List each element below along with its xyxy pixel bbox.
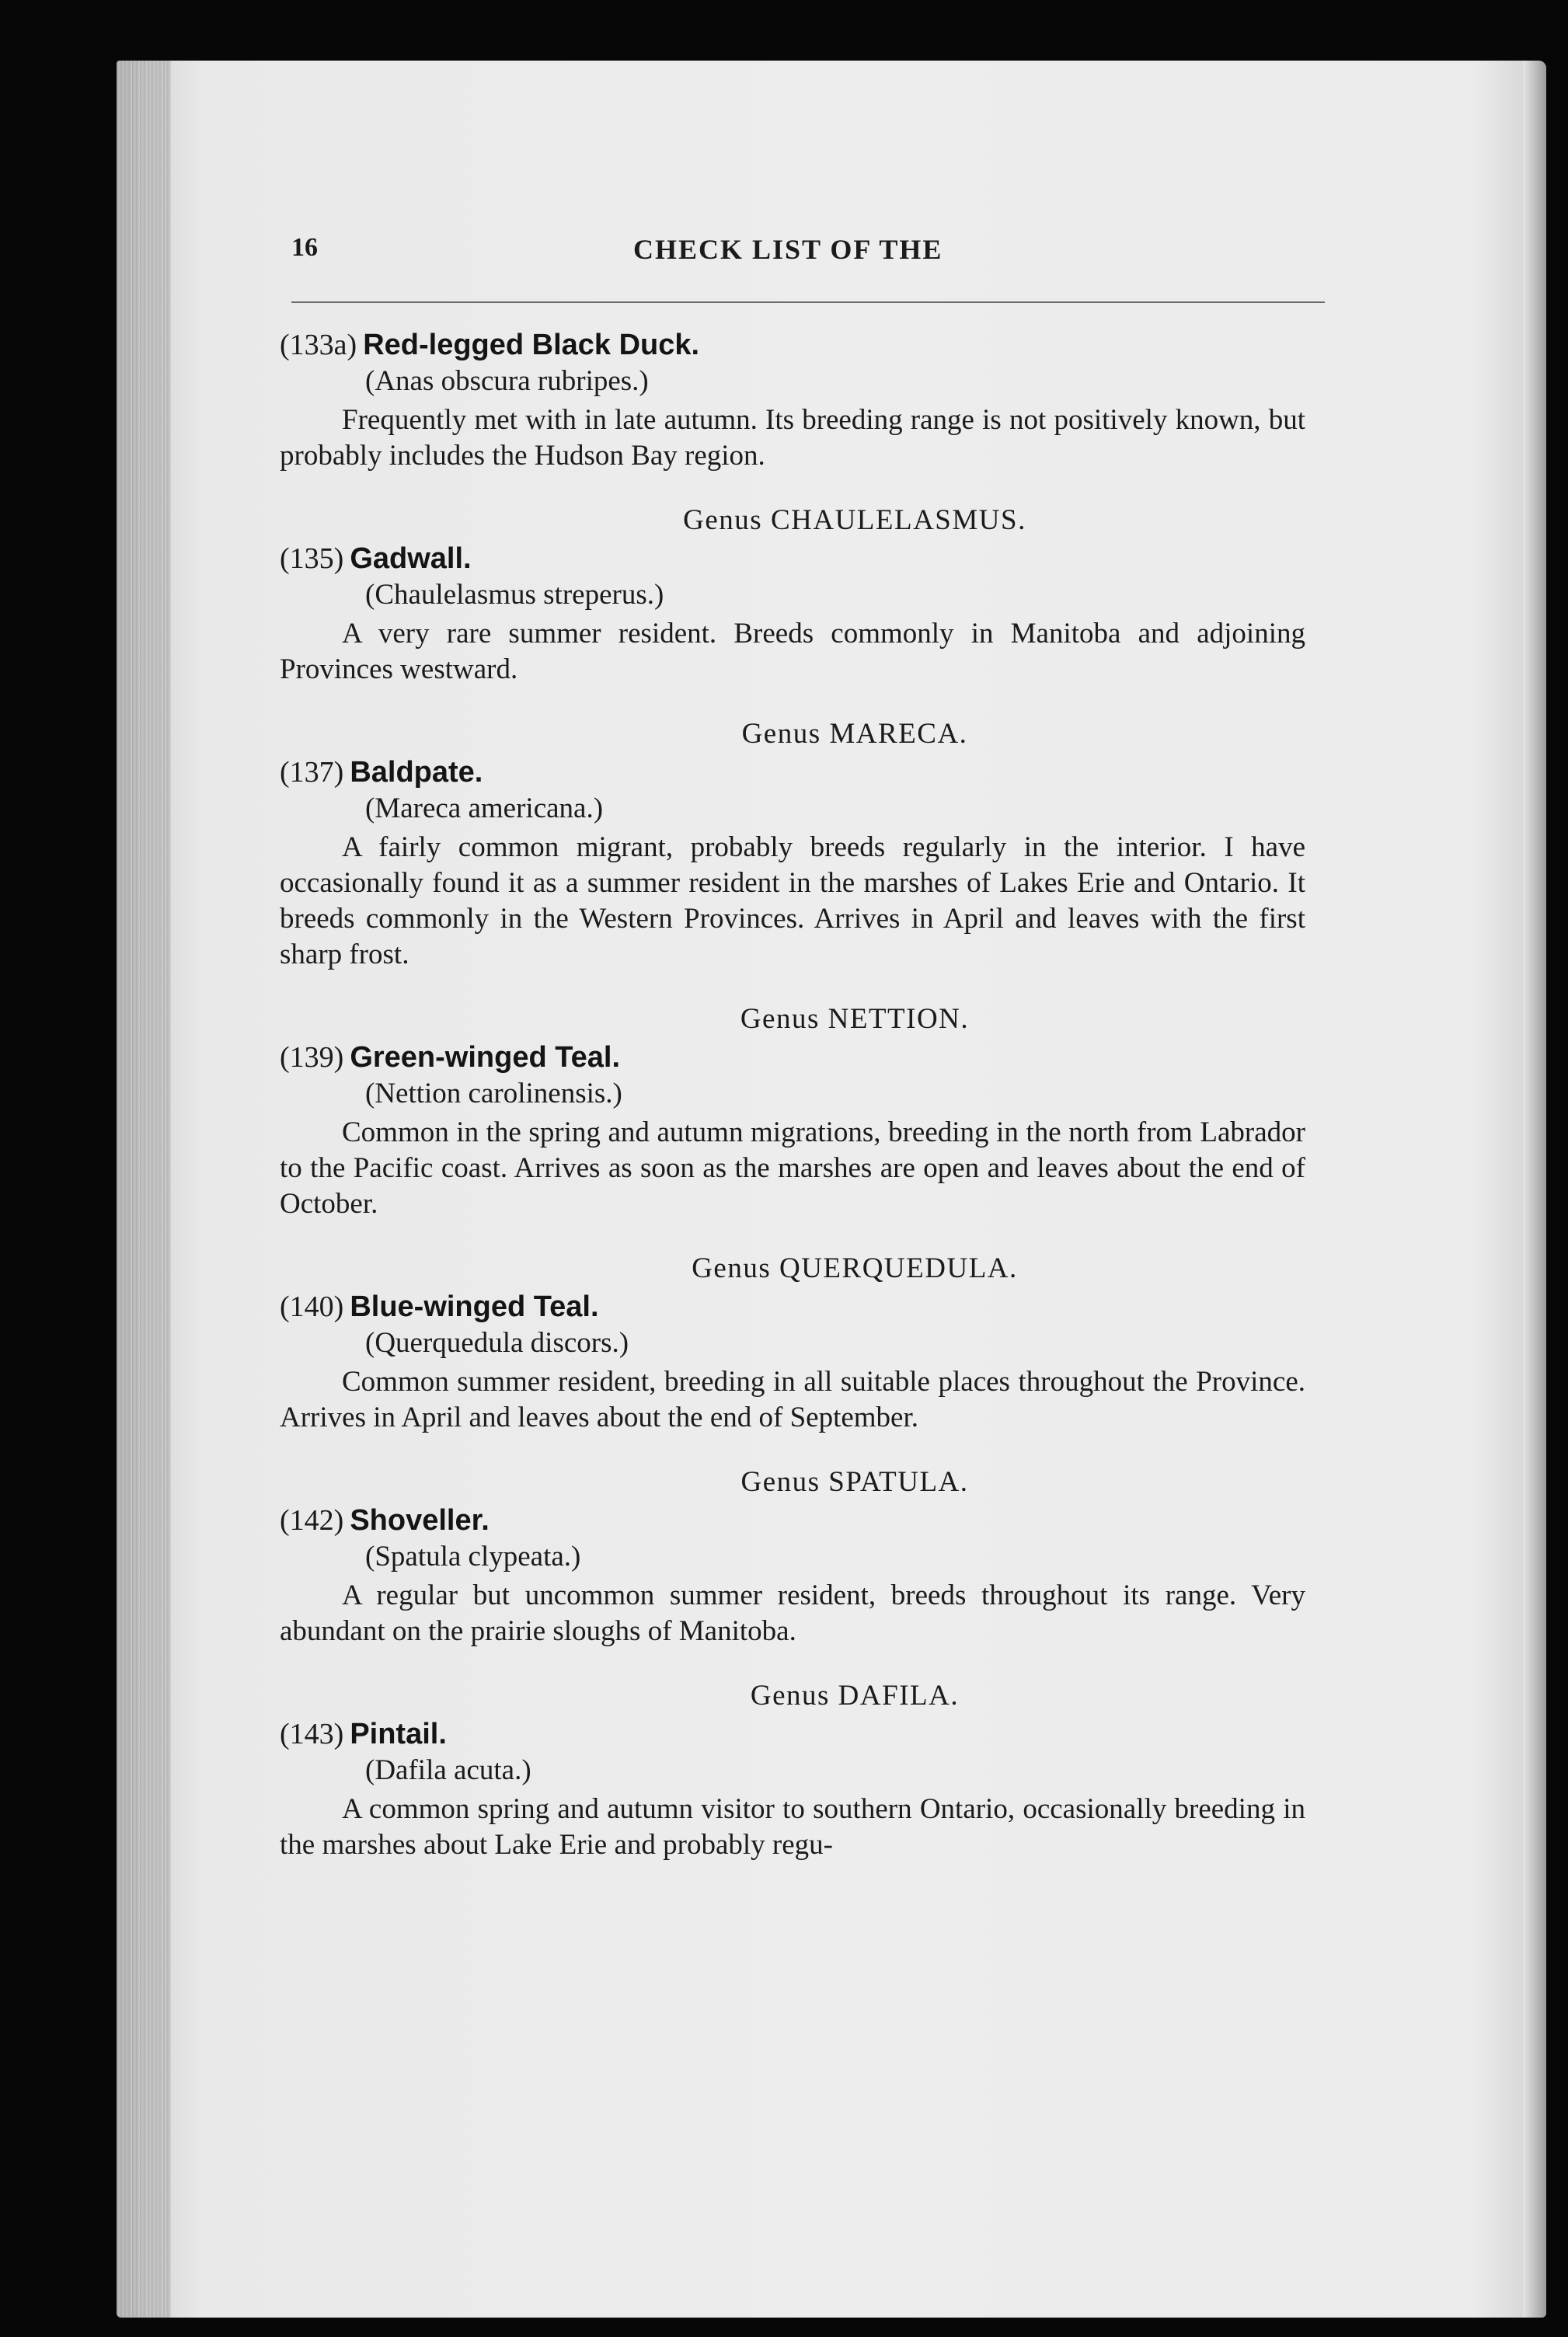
- species-number: (133a): [280, 329, 357, 361]
- species-heading: [280, 540, 1305, 577]
- species-description: Common summer resident, breeding in all suitable places throughout the Province. Arrives in April and leaves about the end of September.: [280, 1366, 1305, 1433]
- scientific-name: (Anas obscura rubripes.): [365, 365, 649, 397]
- species-name: Blue-winged Teal.: [350, 1290, 599, 1323]
- species-description: A regular but uncommon summer resident, breeds throughout its range. Very abundant on the prairie sloughs of Manitoba.: [280, 1579, 1305, 1647]
- scientific-name: (Nettion carolinensis.): [365, 1078, 622, 1109]
- scientific-name: (Spatula clypeata.): [365, 1541, 581, 1573]
- species-heading: [280, 1288, 1305, 1325]
- page-number: 16: [291, 233, 318, 262]
- species-entry: [280, 503, 1305, 688]
- header-rule: [291, 301, 1325, 303]
- genus-heading: Genus SPATULA.: [740, 1466, 969, 1498]
- species-name: Pintail.: [350, 1718, 447, 1750]
- genus-heading: Genus DAFILA.: [750, 1680, 960, 1712]
- scientific-name: (Chaulelasmus streperus.): [365, 579, 664, 611]
- species-description: A very rare summer resident. Breeds commonly in Manitoba and adjoining Provinces westward.: [280, 618, 1305, 685]
- genus-heading: Genus QUERQUEDULA.: [692, 1252, 1018, 1284]
- species-number: (143): [280, 1718, 344, 1750]
- species-number: (135): [280, 542, 344, 575]
- page-right-edge: [1523, 61, 1546, 2318]
- species-heading: [280, 1502, 1305, 1539]
- genus-heading: Genus MARECA.: [741, 718, 968, 750]
- species-description: Common in the spring and autumn migrations, breeding in the north from Labrador to the Pacific coast. Arrives as soon as the marshes are open and leaves about the end of October.: [280, 1116, 1305, 1220]
- species-entry: [280, 1465, 1305, 1649]
- species-number: (139): [280, 1041, 344, 1074]
- page-content: [280, 326, 1305, 1863]
- scientific-name: (Mareca americana.): [365, 792, 604, 824]
- genus-heading: Genus NETTION.: [740, 1003, 970, 1035]
- scientific-name: (Querquedula discors.): [365, 1327, 629, 1359]
- species-description: A fairly common migrant, probably breeds regularly in the interior. I have occasionally found it as a summer resident in the marshes of Lakes Erie and Ontario. It breeds commonly in the Western Provinces. Arrives in April and leaves with the first sharp frost.: [280, 831, 1305, 970]
- species-heading: [280, 1039, 1305, 1076]
- species-heading: [280, 326, 1305, 364]
- species-heading: [280, 754, 1305, 791]
- header-title: CHECK LIST OF THE: [633, 234, 943, 265]
- species-description: A common spring and autumn visitor to southern Ontario, occasionally breeding in the marshes about Lake Erie and probably regu-: [280, 1793, 1305, 1861]
- species-heading: [280, 1715, 1305, 1753]
- species-entry: [280, 1679, 1305, 1863]
- species-number: (137): [280, 756, 344, 789]
- page-binding-edge: [117, 61, 171, 2318]
- species-name: Red-legged Black Duck.: [363, 329, 700, 361]
- species-name: Shoveller.: [350, 1504, 490, 1537]
- species-number: (142): [280, 1504, 344, 1537]
- species-description: Frequently met with in late autumn. Its breeding range is not positively known, but probably includes the Hudson Bay region.: [280, 404, 1305, 472]
- species-entry: [280, 326, 1305, 474]
- species-entry: [280, 1252, 1305, 1436]
- genus-heading: Genus CHAULELASMUS.: [683, 504, 1026, 536]
- species-number: (140): [280, 1290, 344, 1323]
- species-name: Green-winged Teal.: [350, 1041, 621, 1074]
- species-name: Gadwall.: [350, 542, 472, 575]
- running-head: [291, 233, 1434, 280]
- scientific-name: (Dafila acuta.): [365, 1754, 531, 1786]
- species-entry: [280, 717, 1305, 973]
- species-name: Baldpate.: [350, 756, 483, 789]
- species-entry: [280, 1002, 1305, 1222]
